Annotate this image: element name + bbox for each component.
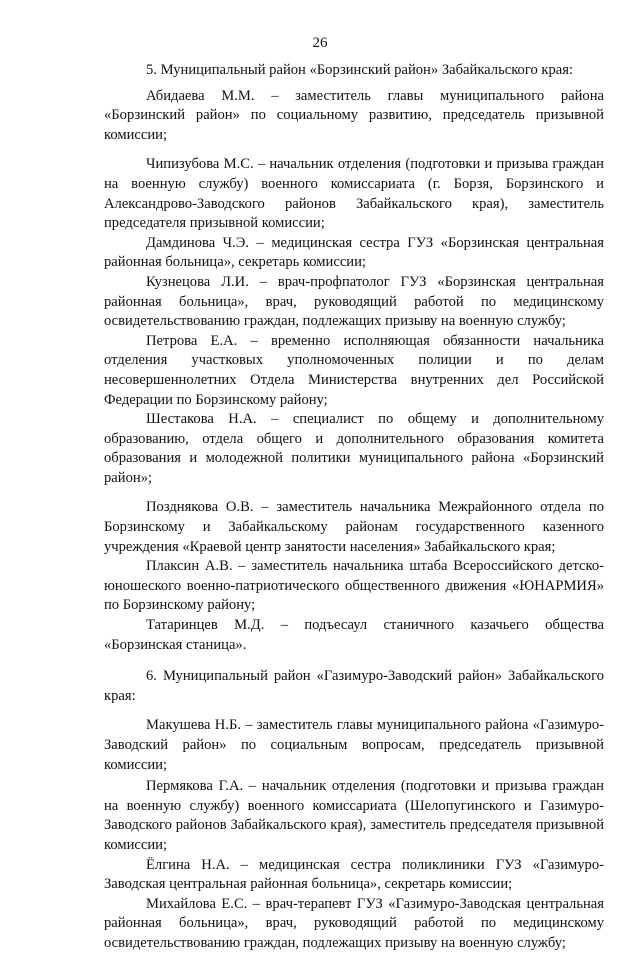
section-heading-5: 5. Муниципальный район «Борзинский район» Забайкальского края: <box>146 62 574 78</box>
page-number: 26 <box>312 35 328 51</box>
document-body <box>104 61 604 954</box>
member-entry: Татаринцев М.Д. – подъесаул станичного казачьего общества «Борзинская станица». <box>104 617 604 653</box>
member-entry: Пермякова Г.А. – начальник отделения (подготовки и призыва граждан на военную службу) военного комиссариата (Шелопугинского и Газимуро-Заводского районов Забайкальского края), заместитель председателя призывной комиссии; <box>104 778 604 853</box>
member-entry: Макушева Н.Б. – заместитель главы муниципального района «Газимуро-Заводский район» по социальным вопросам, председатель призывной комиссии; <box>104 717 604 773</box>
section-heading-6: 6. Муниципальный район «Газимуро-Заводский район» Забайкальского края: <box>104 668 604 704</box>
member-entry: Дамдинова Ч.Э. – медицинская сестра ГУЗ «Борзинская центральная районная больница», секретарь комиссии; <box>104 234 604 271</box>
member-entry: Чипизубова М.С. – начальник отделения (подготовки и призыва граждан на военную службу) военного комиссариата (г. Борзя, Борзинского и Александрово-Заводского районов Забайкальского края), заместитель председателя призывной комиссии; <box>104 156 604 232</box>
member-entry: Шестакова Н.А. – специалист по общему и дополнительному образованию, отдела общего и дополнительного образования комитета образования и молодежной политики муниципального района «Борзинский район»; <box>104 411 604 486</box>
member-entry: Позднякова О.В. – заместитель начальника Межрайонного отдела по Борзинскому и Забайкальскому районам государственного казенного учреждения «Краевой центр занятости населения» Забайкальского края; <box>104 499 604 555</box>
member-entry: Ёлгина Н.А. – медицинская сестра поликлиники ГУЗ «Газимуро-Заводская центральная районная больница», секретарь комиссии; <box>104 856 604 893</box>
member-entry: Петрова Е.А. – временно исполняющая обязанности начальника отделения участковых уполномоченных полиции и по делам несовершеннолетних Отдела Министерства внутренних дел Российской Федерации по Борзинскому району; <box>104 332 604 408</box>
member-entry: Михайлова Е.С. – врач-терапевт ГУЗ «Газимуро-Заводская центральная районная больница», врач, руководящий работой по медицинскому освидетельствованию граждан, подлежащих призыву на военную службу; <box>104 895 604 951</box>
member-entry: Абидаева М.М. – заместитель главы муниципального района «Борзинский район» по социальному развитию, председатель призывной комиссии; <box>104 87 604 143</box>
member-entry: Плаксин А.В. – заместитель начальника штаба Всероссийского детско-юношеского военно-патриотического общественного движения «ЮНАРМИЯ» по Борзинскому району; <box>104 558 604 614</box>
member-entry: Кузнецова Л.И. – врач-профпатолог ГУЗ «Борзинская центральная районная больница», врач, руководящий работой по медицинскому освидетельствованию граждан, подлежащих призыву на военную службу; <box>104 273 604 330</box>
